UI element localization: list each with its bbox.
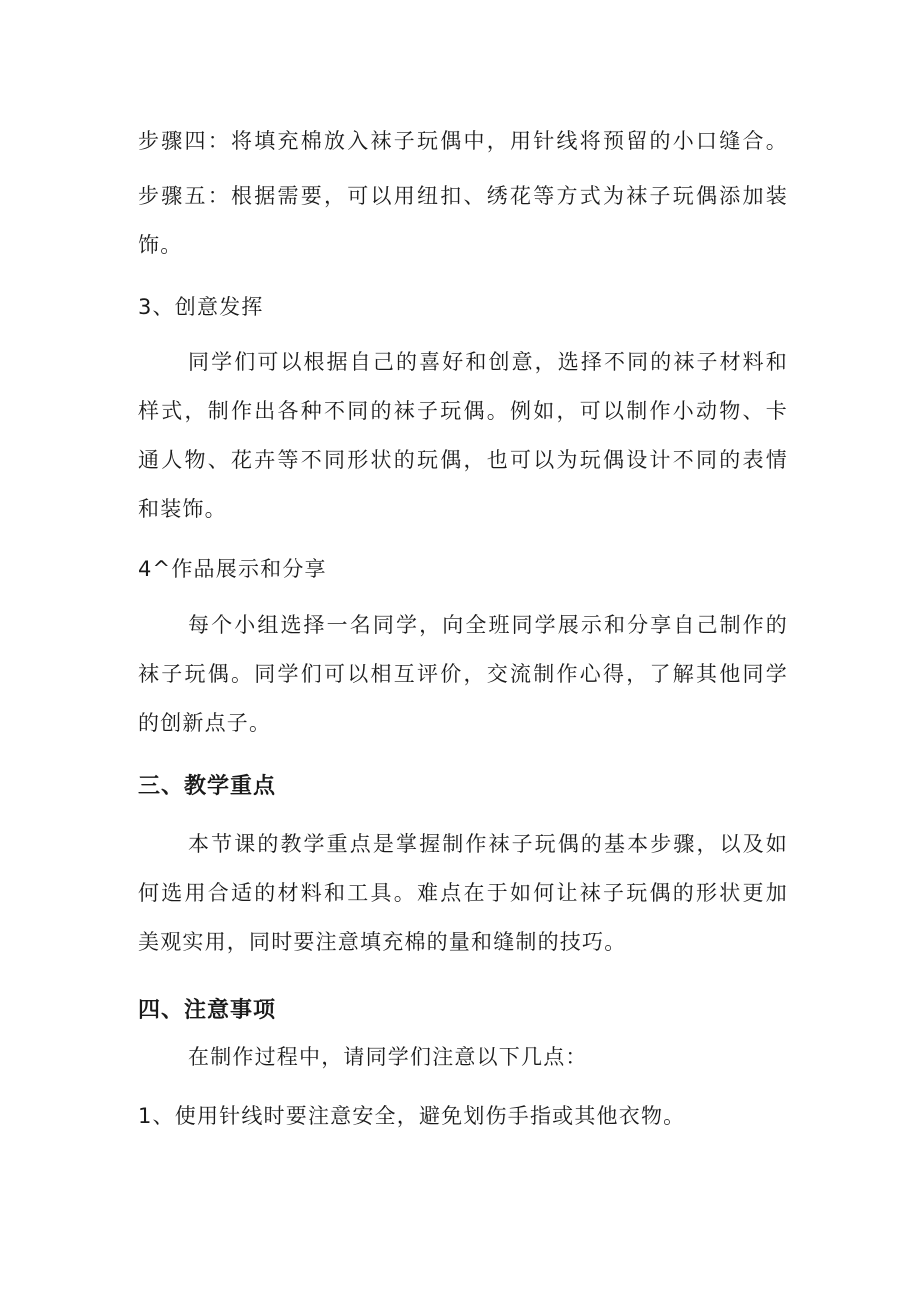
focus-paragraph-line-1: 本节课的教学重点是掌握制作袜子玩偶的基本步骤，以及如 — [188, 832, 788, 856]
step-five-text-continued: 饰。 — [138, 233, 183, 257]
creativity-paragraph-line-1: 同学们可以根据自己的喜好和创意，选择不同的袜子材料和 — [188, 350, 788, 374]
teaching-focus-heading: 三、教学重点 — [138, 774, 277, 799]
precaution-item-1: 1、使用针线时要注意安全，避免划伤手指或其他衣物。 — [138, 1104, 686, 1128]
step-five-text: 步骤五：根据需要，可以用纽扣、绣花等方式为袜子玩偶添加装 — [138, 184, 788, 208]
showcase-paragraph-line-2: 袜子玩偶。同学们可以相互评价，交流制作心得，了解其他同学 — [138, 662, 788, 686]
creativity-paragraph-line-2: 样式，制作出各种不同的袜子玩偶。例如，可以制作小动物、卡 — [138, 399, 788, 423]
section-3-heading: 3、创意发挥 — [138, 295, 264, 319]
step-four-text: 步骤四：将填充棉放入袜子玩偶中，用针线将预留的小口缝合。 — [138, 129, 788, 153]
precautions-intro: 在制作过程中，请同学们注意以下几点： — [188, 1045, 588, 1069]
section-4-heading: 4^作品展示和分享 — [138, 557, 327, 581]
showcase-paragraph-line-3: 的创新点子。 — [138, 711, 272, 735]
focus-paragraph-line-3: 美观实用，同时要注意填充棉的量和缝制的技巧。 — [138, 930, 627, 954]
creativity-paragraph-line-3: 通人物、花卉等不同形状的玩偶，也可以为玩偶设计不同的表情 — [138, 448, 788, 472]
creativity-paragraph-line-4: 和装饰。 — [138, 497, 227, 521]
focus-paragraph-line-2: 何选用合适的材料和工具。难点在于如何让袜子玩偶的形状更加 — [138, 881, 788, 905]
precautions-heading: 四、注意事项 — [138, 998, 277, 1023]
showcase-paragraph-line-1: 每个小组选择一名同学，向全班同学展示和分享自己制作的 — [188, 613, 788, 637]
